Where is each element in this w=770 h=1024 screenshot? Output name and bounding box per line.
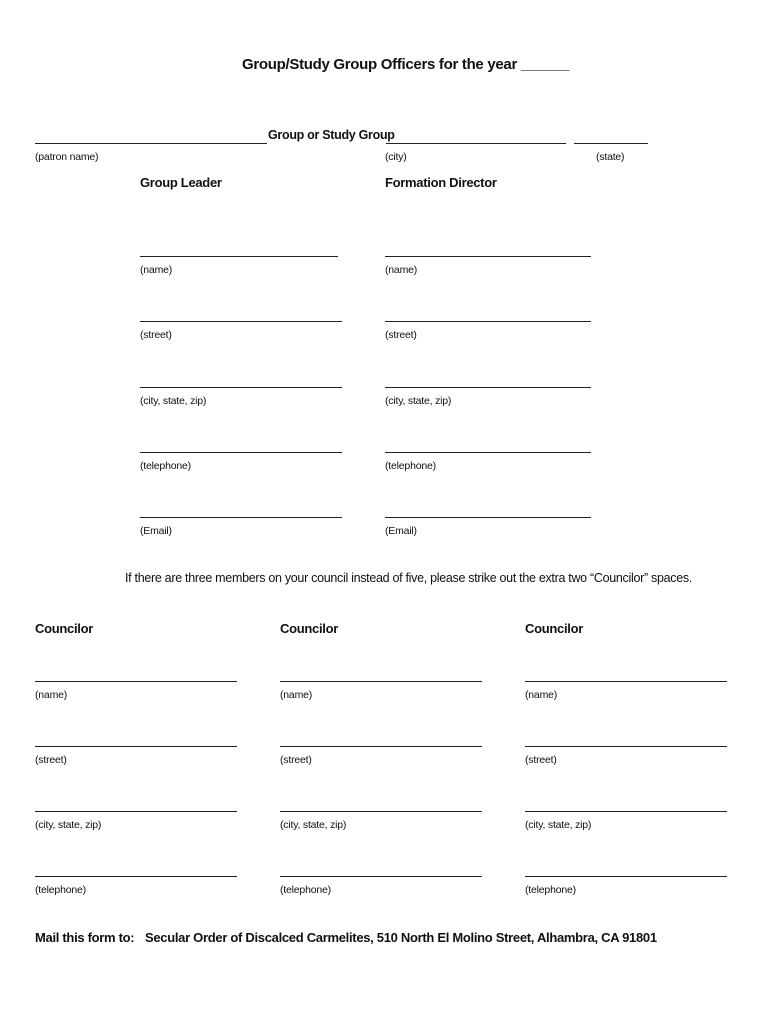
- director-field-line-3[interactable]: [385, 452, 591, 453]
- councilor-3-field-line-1[interactable]: [525, 746, 727, 747]
- councilor-2-field-line-1[interactable]: [280, 746, 482, 747]
- councilor-1-field-caption-0: (name): [35, 689, 68, 701]
- councilor-2-field-line-2[interactable]: [280, 811, 482, 812]
- group-leader-heading: Group Leader: [140, 175, 222, 190]
- councilor-heading-3: Councilor: [525, 621, 583, 636]
- councilor-3-field-line-2[interactable]: [525, 811, 727, 812]
- leader-field-line-2[interactable]: [140, 387, 342, 388]
- leader-field-caption-2: (city, state, zip): [140, 395, 207, 407]
- director-field-line-2[interactable]: [385, 387, 591, 388]
- mail-address: Secular Order of Discalced Carmelites, 510 North El Molino Street, Alhambra, CA 91801: [145, 930, 657, 945]
- city-caption: (city): [385, 151, 407, 163]
- councilor-2-field-caption-3: (telephone): [280, 884, 331, 896]
- leader-field-line-1[interactable]: [140, 321, 342, 322]
- councilor-1-field-caption-1: (street): [35, 754, 67, 766]
- director-field-caption-2: (city, state, zip): [385, 395, 452, 407]
- mail-label: Mail this form to:: [35, 930, 135, 945]
- councilor-1-field-caption-2: (city, state, zip): [35, 819, 102, 831]
- director-field-caption-0: (name): [385, 264, 418, 276]
- councilor-3-field-line-0[interactable]: [525, 681, 727, 682]
- councilor-3-field-caption-1: (street): [525, 754, 557, 766]
- councilor-heading-1: Councilor: [35, 621, 93, 636]
- leader-field-caption-1: (street): [140, 329, 172, 341]
- councilor-3-field-caption-3: (telephone): [525, 884, 576, 896]
- form-title: Group/Study Group Officers for the year ______: [242, 56, 570, 73]
- state-line[interactable]: [574, 143, 648, 144]
- director-field-line-0[interactable]: [385, 256, 591, 257]
- patron-name-line[interactable]: [35, 143, 267, 144]
- councilor-1-field-line-2[interactable]: [35, 811, 237, 812]
- councilor-1-field-line-1[interactable]: [35, 746, 237, 747]
- patron-name-caption: (patron name): [35, 151, 99, 163]
- director-field-caption-4: (Email): [385, 525, 417, 537]
- director-field-caption-3: (telephone): [385, 460, 436, 472]
- councilor-2-field-caption-2: (city, state, zip): [280, 819, 347, 831]
- group-label: Group or Study Group: [268, 128, 395, 142]
- councilor-2-field-line-3[interactable]: [280, 876, 482, 877]
- leader-field-caption-3: (telephone): [140, 460, 191, 472]
- councilor-3-field-caption-2: (city, state, zip): [525, 819, 592, 831]
- director-field-line-1[interactable]: [385, 321, 591, 322]
- state-caption: (state): [596, 151, 625, 163]
- councilor-2-field-line-0[interactable]: [280, 681, 482, 682]
- city-line[interactable]: [386, 143, 566, 144]
- leader-field-line-0[interactable]: [140, 256, 338, 257]
- leader-field-line-4[interactable]: [140, 517, 342, 518]
- director-field-line-4[interactable]: [385, 517, 591, 518]
- councilor-2-field-caption-1: (street): [280, 754, 312, 766]
- councilor-2-field-caption-0: (name): [280, 689, 313, 701]
- director-field-caption-1: (street): [385, 329, 417, 341]
- councilor-1-field-line-3[interactable]: [35, 876, 237, 877]
- councilor-3-field-line-3[interactable]: [525, 876, 727, 877]
- leader-field-caption-4: (Email): [140, 525, 172, 537]
- formation-director-heading: Formation Director: [385, 175, 497, 190]
- councilor-1-field-caption-3: (telephone): [35, 884, 86, 896]
- councilor-1-field-line-0[interactable]: [35, 681, 237, 682]
- councilor-heading-2: Councilor: [280, 621, 338, 636]
- councilor-3-field-caption-0: (name): [525, 689, 558, 701]
- leader-field-line-3[interactable]: [140, 452, 342, 453]
- leader-field-caption-0: (name): [140, 264, 173, 276]
- council-note: If there are three members on your council instead of five, please strike out the extra two “Councilor” spaces.: [125, 571, 692, 585]
